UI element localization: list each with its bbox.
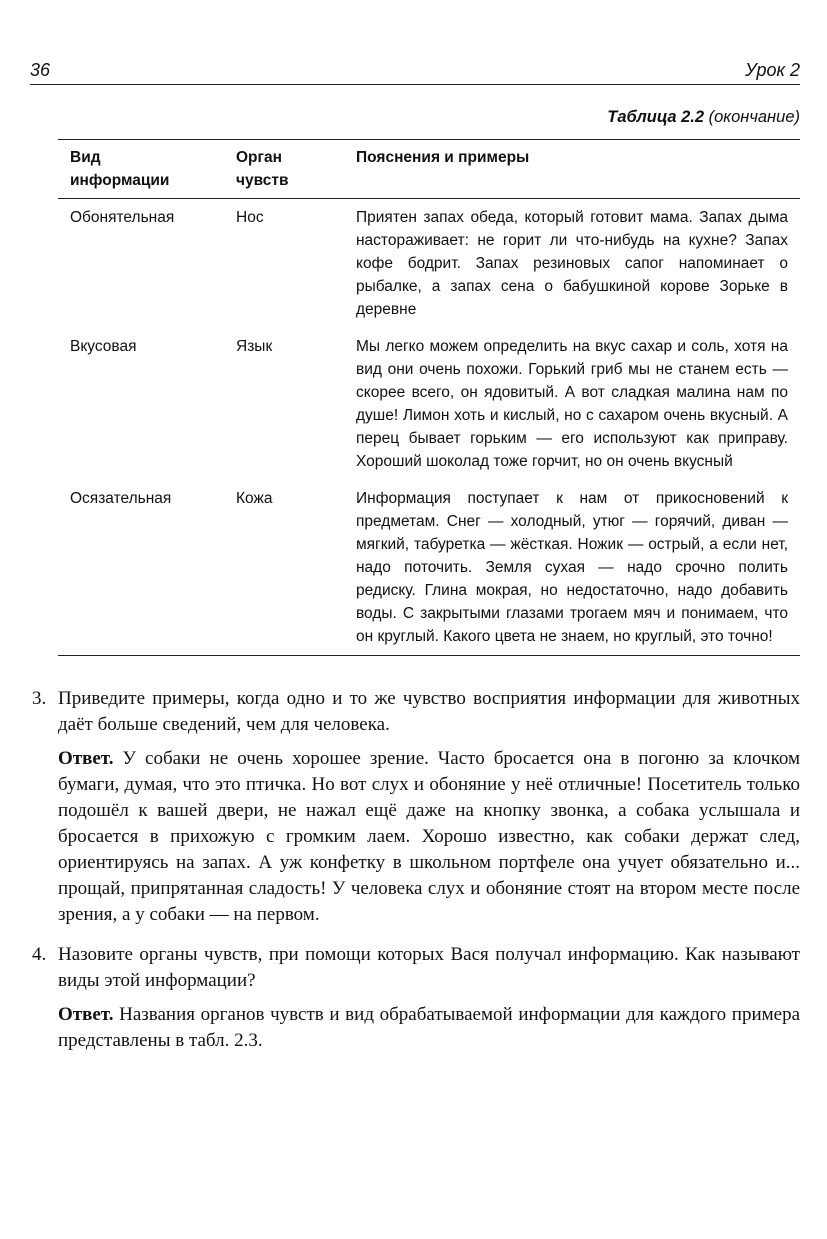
answer-3 [58, 746, 800, 928]
question-number: 3. [32, 688, 47, 709]
answer-label: Ответ. [58, 748, 114, 769]
question-4-block [32, 942, 801, 1054]
table-row [58, 199, 800, 328]
header-info-type-line1: Вид [70, 149, 101, 166]
page-number: 36 [30, 60, 51, 80]
info-type: Осязательная [70, 490, 172, 507]
answer-text: Названия органов чувств и вид обрабатываемой информации для каждого примера представлены в табл. 2.3. [58, 1004, 801, 1051]
table-row [58, 480, 800, 655]
question-4 [32, 942, 800, 994]
question-text: Назовите органы чувств, при помощи которых Вася получал информацию. Как называют виды этой информации? [58, 944, 800, 991]
answer-label: Ответ. [58, 1004, 114, 1025]
header-sense-organ-line2: чувств [236, 172, 289, 189]
table-caption-note: (окончание) [708, 108, 800, 126]
header-info-type-line2: информации [70, 172, 170, 189]
answer-text: У собаки не очень хорошее зрение. Часто бросается она в погоню за клочком бумаги, думая, что это птичка. Но вот слух и обоняние у неё отличные! Посетитель только подошёл к вашей двери, не нажал ещё даже на кнопку звонка, а собака услышала и бросается в прихожую с громким лаем. Хорошо известно, как собаки держат след, ориентируясь на запах. А уж конфетку в школьном портфеле она учует обязательно и... прощай, припрятанная сладость! У человека слух и обоняние стоят на втором месте после зрения, а у собаки — на первом. [58, 748, 800, 925]
answer-4 [58, 1002, 800, 1054]
explanation: Мы легко можем определить на вкус сахар и соль, хотя на вид они очень похожи. Горький гриб мы не станем есть — скорее всего, он ядовитый. А вот сладкая малина нам по душе! Лимон хоть и кислый, но с сахаром очень вкусный. А перец бывает горьким — его используют как приправу. Хороший шоколад тоже горчит, но он очень вкусный [356, 338, 788, 470]
question-number: 4. [32, 944, 47, 965]
header-sense-organ-line1: Орган [236, 149, 282, 166]
header-info-type [58, 146, 236, 192]
header-explanations: Пояснения и примеры [356, 149, 530, 166]
page-header [30, 58, 800, 85]
explanation: Приятен запах обеда, который готовит мама. Запах дыма настораживает: не горит ли что-нибудь на кухне? Запах кофе бодрит. Запах резиновых сапог напоминает о рыбалке, а запах сена о бабушкиной корове Зорьке в деревне [356, 209, 788, 318]
sense-organ: Нос [236, 209, 264, 226]
info-table [58, 139, 800, 656]
sense-organ: Язык [236, 338, 273, 355]
explanation: Информация поступает к нам от прикосновений к предметам. Снег — холодный, утюг — горячий, диван — мягкий, табуретка — жёсткая. Ножик — острый, а если нет, надо поточить. Земля сухая — надо срочно полить редиску. Глина мокрая, но недостаточно, надо добавить воды. С закрытыми глазами трогаем мяч и понимаем, что он круглый. Какого цвета не знаем, но круглый, это точно! [356, 490, 788, 645]
info-type: Вкусовая [70, 338, 137, 355]
question-3-block [32, 686, 800, 928]
question-text: Приведите примеры, когда одно и то же чувство восприятия информации для животных даёт больше сведений, чем для человека. [58, 688, 800, 735]
header-sense-organ [236, 146, 356, 192]
table-header-row [58, 140, 800, 199]
sense-organ: Кожа [236, 490, 273, 507]
question-3 [32, 686, 800, 738]
table-row [58, 328, 800, 480]
chapter-title: Урок 2 [745, 60, 800, 80]
table-caption-label: Таблица 2.2 [607, 108, 705, 126]
table-caption [30, 107, 800, 127]
info-type: Обонятельная [70, 209, 175, 226]
